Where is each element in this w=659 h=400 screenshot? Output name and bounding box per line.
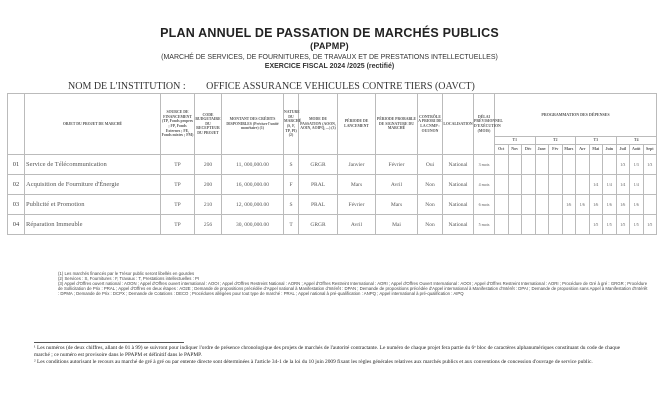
footnotes bbox=[34, 345, 634, 366]
row-programmation-cell bbox=[522, 175, 536, 195]
row-delai: 5 mois bbox=[474, 215, 495, 235]
row-signature: Mars bbox=[376, 195, 418, 215]
row-mode: GRGR bbox=[299, 215, 338, 235]
row-programmation-cell bbox=[522, 155, 536, 175]
row-delai: 3 mois bbox=[474, 155, 495, 175]
row-objet: Acquisition de Fourniture d'Énergie bbox=[25, 175, 161, 195]
col-header-programmation: PROGRAMMATION DES DÉPENSES bbox=[495, 94, 657, 137]
row-montant: 16, 000,000.00 bbox=[222, 175, 284, 195]
row-delai: 4 mois bbox=[474, 175, 495, 195]
row-delai: 6 mois bbox=[474, 195, 495, 215]
row-programmation-cell bbox=[549, 195, 563, 215]
row-lancement: Avril bbox=[338, 215, 376, 235]
trimester-header: T4 bbox=[616, 137, 657, 145]
col-header-num bbox=[8, 94, 25, 155]
month-header: Déc bbox=[522, 145, 536, 155]
row-programmation-cell: 1/4 bbox=[630, 175, 644, 195]
row-programmation-cell bbox=[495, 155, 509, 175]
plan-title: PLAN ANNUEL DE PASSATION DE MARCHÉS PUBLICS bbox=[160, 26, 499, 40]
row-programmation-cell bbox=[508, 155, 522, 175]
row-objet: Réparation Immeuble bbox=[25, 215, 161, 235]
row-montant: 11, 000,000.00 bbox=[222, 155, 284, 175]
institution-name: OFFICE ASSURANCE VEHICULES CONTRE TIERS (OAVCT) bbox=[206, 81, 475, 92]
plan-subtitle: (MARCHÉ DE SERVICES, DE FOURNITURES, DE TRAVAUX ET DE PRESTATIONS INTELLECTUELLES) bbox=[161, 54, 498, 61]
row-programmation-cell bbox=[495, 215, 509, 235]
row-montant: 30, 000,000.00 bbox=[222, 215, 284, 235]
row-programmation-cell: 1/5 bbox=[589, 215, 603, 235]
row-lancement: Février bbox=[338, 195, 376, 215]
row-code: 200 bbox=[195, 175, 222, 195]
row-nature: S bbox=[284, 155, 299, 175]
month-header: Avr bbox=[576, 145, 590, 155]
row-programmation-cell bbox=[508, 215, 522, 235]
row-programmation-cell: 1/5 bbox=[616, 215, 630, 235]
row-programmation-cell: 1/4 bbox=[603, 175, 617, 195]
row-localisation: National bbox=[443, 175, 474, 195]
row-objet: Service de Télécommunication bbox=[25, 155, 161, 175]
month-header: Janv bbox=[535, 145, 549, 155]
trimester-header: T3 bbox=[576, 137, 617, 145]
row-programmation-cell bbox=[535, 155, 549, 175]
month-header: Mai bbox=[589, 145, 603, 155]
row-programmation-cell bbox=[495, 195, 509, 215]
table-row bbox=[8, 175, 657, 195]
row-programmation-cell bbox=[549, 155, 563, 175]
procurement-table bbox=[7, 93, 657, 235]
row-programmation-cell: 1/3 bbox=[643, 155, 657, 175]
month-header: Sept bbox=[643, 145, 657, 155]
row-programmation-cell: 1/3 bbox=[630, 155, 644, 175]
row-code: 256 bbox=[195, 215, 222, 235]
row-nature: F bbox=[284, 175, 299, 195]
month-header: Oct bbox=[495, 145, 509, 155]
row-programmation-cell bbox=[603, 155, 617, 175]
row-programmation-cell bbox=[576, 175, 590, 195]
col-header-montant: MONTANT DES CRÉDITS DISPONIBLES (Préciser l'unité monétaire) (1) bbox=[222, 94, 284, 155]
row-source: TP bbox=[161, 175, 195, 195]
month-header: Fév bbox=[549, 145, 563, 155]
col-header-objet: OBJET DU PROJET DE MARCHÉ bbox=[25, 94, 161, 155]
row-programmation-cell bbox=[535, 215, 549, 235]
row-nature: S bbox=[284, 195, 299, 215]
col-header-source: SOURCE DE FINANCEMENT (TP, Fonds propres ; FP, Fonds Externes ; FE, Fonds mixtes ; FM) bbox=[161, 94, 195, 155]
row-programmation-cell: 1/6 bbox=[630, 195, 644, 215]
table-row bbox=[8, 155, 657, 175]
row-signature: Mai bbox=[376, 215, 418, 235]
row-programmation-cell: 1/5 bbox=[630, 215, 644, 235]
col-header-signature: PÉRIODE PROBABLE DE SIGNATURE DU MARCHÉ bbox=[376, 94, 418, 155]
row-mode: PRAL bbox=[299, 175, 338, 195]
row-programmation-cell: 1/5 bbox=[603, 215, 617, 235]
row-localisation: National bbox=[443, 215, 474, 235]
row-programmation-cell: 1/4 bbox=[616, 175, 630, 195]
row-montant: 12, 000,000.00 bbox=[222, 195, 284, 215]
row-number: 03 bbox=[8, 195, 25, 215]
row-lancement: Mars bbox=[338, 175, 376, 195]
institution-label: NOM DE L'INSTITUTION : bbox=[68, 81, 186, 92]
row-programmation-cell: 1/4 bbox=[589, 175, 603, 195]
row-number: 04 bbox=[8, 215, 25, 235]
month-header: Juin bbox=[603, 145, 617, 155]
row-programmation-cell bbox=[535, 195, 549, 215]
note-line: (3) Appel d'Offres ouvert national : AOON ; Appel d'Offres ouvert international : AOOI ; Appel d'Offres Restreint National : AORN ; Appel d'Offres Restreint International : AORI ; Appel d'Offres Ouvert International : AOOI ; Appel d'Offres Restreint International : AORI ; Procédure de Gré à gré : GRGR ; Procédure de Sollicitation de Prix : PRAL ; Appel d'Offres en deux étapes : AO2E ; Demande de propositions précédée d'Appel national à Manifestation d'Intérêt : DPAN ; Demande de propositions précédée d'Appel international à Manifestation d'Intérêt : DPAI ; Demande de proposition sans Appel à Manifestation d'Intérêt : DPMA ; Demande de Prix : DCPX ; Demande de Cotations : DECO ; Procédures allégées pour tout type de marché : PRAL ; Appel national à pré-qualification : ANPQ ; Appel international à pré-qualification : AIPQ bbox=[58, 281, 648, 296]
row-programmation-cell bbox=[562, 155, 576, 175]
row-source: TP bbox=[161, 155, 195, 175]
trimester-header: T2 bbox=[535, 137, 576, 145]
row-programmation-cell bbox=[643, 195, 657, 215]
row-programmation-cell bbox=[495, 175, 509, 195]
trimester-header: T1 bbox=[495, 137, 536, 145]
row-programmation-cell bbox=[549, 175, 563, 195]
row-controle: Non bbox=[418, 195, 443, 215]
col-header-localisation: LOCALISATION bbox=[443, 94, 474, 155]
month-header: Juil bbox=[616, 145, 630, 155]
col-header-lancement: PÉRIODE DE LANCEMENT bbox=[338, 94, 376, 155]
row-localisation: National bbox=[443, 195, 474, 215]
row-programmation-cell: 1/6 bbox=[576, 195, 590, 215]
footnote: ² Les conditions autorisant le recours au marché de gré à gré ou par entente directe sont déterminées à l'article 34-1 de la loi du 10 juin 2009 fixant les règles générales relatives aux marchés publics et aux conventions de concession d'ouvrage de service public. bbox=[34, 359, 593, 365]
note-line: (2) Services : S, Fournitures : F, Travaux : T, Prestations intellectuelles : PI bbox=[58, 276, 200, 281]
table-row bbox=[8, 215, 657, 235]
row-number: 01 bbox=[8, 155, 25, 175]
row-programmation-cell bbox=[508, 175, 522, 195]
row-programmation-cell bbox=[508, 195, 522, 215]
row-source: TP bbox=[161, 215, 195, 235]
note-line: (1) Les marchés financés par le Trésor public seront libellés en gourdes bbox=[58, 271, 195, 276]
footnote-divider bbox=[34, 342, 184, 343]
row-controle: Non bbox=[418, 215, 443, 235]
table-row bbox=[8, 195, 657, 215]
fiscal-year: EXERCICE FISCAL 2024 /2025 (rectifié) bbox=[264, 63, 395, 70]
row-controle: Oui bbox=[418, 155, 443, 175]
row-localisation: National bbox=[443, 155, 474, 175]
row-code: 210 bbox=[195, 195, 222, 215]
row-programmation-cell bbox=[643, 175, 657, 195]
row-programmation-cell bbox=[549, 215, 563, 235]
row-objet: Publicité et Promotion bbox=[25, 195, 161, 215]
row-programmation-cell: 1/6 bbox=[616, 195, 630, 215]
row-programmation-cell bbox=[562, 175, 576, 195]
row-signature: Février bbox=[376, 155, 418, 175]
row-code: 200 bbox=[195, 155, 222, 175]
row-mode: PRAL bbox=[299, 195, 338, 215]
row-programmation-cell bbox=[522, 215, 536, 235]
col-header-controle: CONTRÔLE A PRIORI DE LA CNMP : OUI/NON bbox=[418, 94, 443, 155]
month-header: Août bbox=[630, 145, 644, 155]
col-header-code: CODE BUDGETAIRE DU RECEPTEUR DU PROJET bbox=[195, 94, 222, 155]
row-controle: Non bbox=[418, 175, 443, 195]
month-header: Mars bbox=[562, 145, 576, 155]
table-notes bbox=[58, 271, 648, 296]
row-programmation-cell: 1/6 bbox=[562, 195, 576, 215]
col-header-nature: NATURE DU MARCHÉ (S, F, TP, PI) (2) bbox=[284, 94, 299, 155]
row-nature: T bbox=[284, 215, 299, 235]
col-header-delai: DÉLAI PRÉVISIONNEL D'EXÉCUTION (MOIS) bbox=[474, 94, 495, 155]
plan-acronym: (PAPMP) bbox=[310, 41, 349, 51]
row-source: TP bbox=[161, 195, 195, 215]
row-signature: Avril bbox=[376, 175, 418, 195]
row-lancement: Janvier bbox=[338, 155, 376, 175]
row-programmation-cell bbox=[562, 215, 576, 235]
row-programmation-cell: 1/6 bbox=[589, 195, 603, 215]
row-programmation-cell: 1/6 bbox=[603, 195, 617, 215]
row-programmation-cell bbox=[535, 175, 549, 195]
table-body bbox=[8, 155, 657, 235]
col-header-mode: MODE DE PASSATION (AOON, AOIN, AOIPQ, ...) (3) bbox=[299, 94, 338, 155]
row-number: 02 bbox=[8, 175, 25, 195]
row-programmation-cell bbox=[589, 155, 603, 175]
row-programmation-cell bbox=[576, 155, 590, 175]
month-header: Nov bbox=[508, 145, 522, 155]
row-programmation-cell: 1/5 bbox=[643, 215, 657, 235]
row-programmation-cell: 1/3 bbox=[616, 155, 630, 175]
row-programmation-cell bbox=[522, 195, 536, 215]
footnote: ¹ Les numéros (de deux chiffres, allant de 01 à 99) se suivront pour indiquer l'ordre de présence chronologique des projets de marchés de l'autorité contractante. Le numéro de chaque projet fera partie du 6ᵉ bloc de caractères alphanumériques constituant du code de chaque marché ; ce numéro est provisoire dans le PPAPM et définitif dans le PAPMP. bbox=[34, 345, 621, 358]
row-programmation-cell bbox=[576, 215, 590, 235]
row-mode: GRGR bbox=[299, 155, 338, 175]
institution-line bbox=[68, 81, 475, 92]
